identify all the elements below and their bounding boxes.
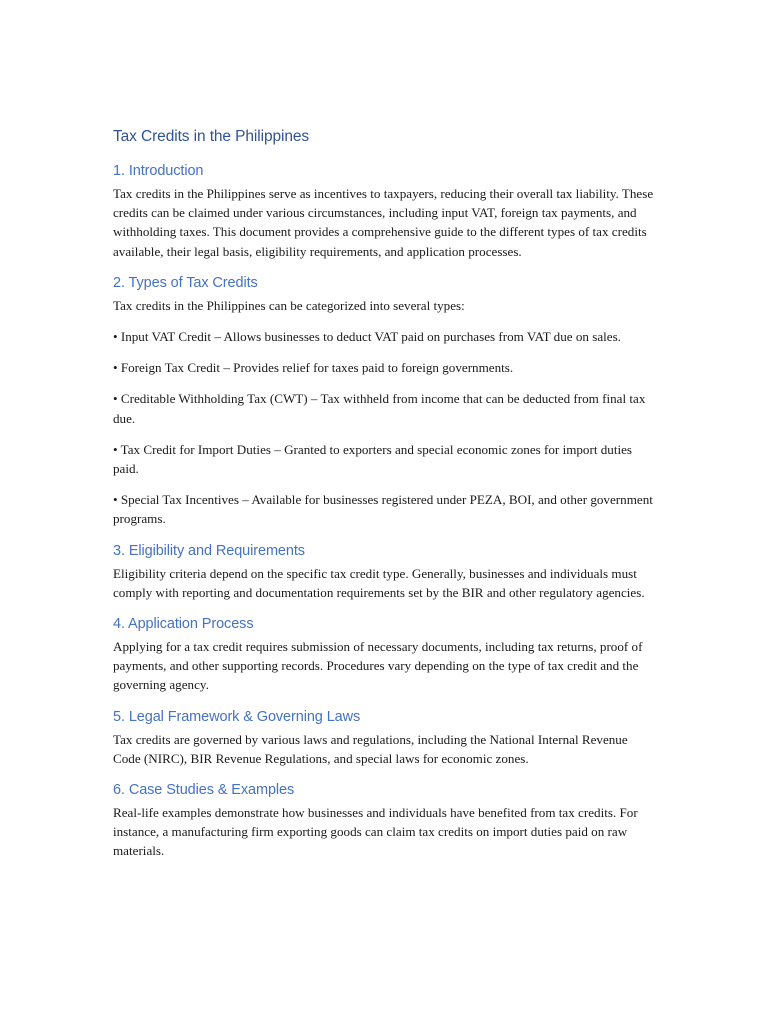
section-heading: 1. Introduction [113,163,204,179]
section-heading: 2. Types of Tax Credits [113,274,258,291]
section-case-studies [113,780,658,861]
section-introduction [113,161,658,261]
section-paragraph: Real-life examples demonstrate how businesses and individuals have benefited from tax credits. For instance, a manufacturing firm exporting goods can claim tax credits on import duties paid on raw materials. [113,805,638,859]
section-paragraph: Tax credits in the Philippines can be categorized into several types: [113,297,465,313]
section-paragraph: Applying for a tax credit requires submission of necessary documents, including tax returns, proof of payments, and other supporting records. Procedures vary depending on the type of tax credit and the governing agency. [113,639,643,693]
section-heading: 4. Application Process [113,616,254,633]
section-heading: 3. Eligibility and Requirements [113,542,305,559]
list-item: • Foreign Tax Credit – Provides relief for taxes paid to foreign governments. [113,360,514,376]
section-heading: 5. Legal Framework & Governing Laws [113,708,361,725]
list-item: • Tax Credit for Import Duties – Granted to exporters and special economic zones for import duties paid. [113,441,633,477]
section-paragraph: Eligibility criteria depend on the specific tax credit type. Generally, businesses and individuals must comply with reporting and documentation requirements set by the BIR and other regulatory agencies. [113,565,645,600]
section-heading: 6. Case Studies & Examples [113,782,295,799]
section-eligibility [113,541,658,602]
list-item: • Creditable Withholding Tax (CWT) – Tax withheld from income that can be deducted from final tax due. [113,391,646,426]
section-application-process [113,614,658,695]
list-item: • Special Tax Incentives – Available for businesses registered under PEZA, BOI, and other government programs. [113,492,653,527]
document-title: Tax Credits in the Philippines [113,128,310,145]
section-paragraph: Tax credits are governed by various laws and regulations, including the National Internal Revenue Code (NIRC), BIR Revenue Regulations, and special laws for economic zones. [113,731,628,766]
document-page [113,120,658,873]
section-legal-framework [113,707,658,768]
section-paragraph: Tax credits in the Philippines serve as incentives to taxpayers, reducing their overall tax liability. These credits can be claimed under various circumstances, including input VAT, foreign tax payments, and withholding taxes. This document provides a comprehensive guide to the different types of tax credits available, their legal basis, eligibility requirements, and application processes. [113,186,654,259]
section-types-of-tax-credits [113,273,658,529]
list-item: • Input VAT Credit – Allows businesses to deduct VAT paid on purchases from VAT due on sales. [113,329,621,345]
